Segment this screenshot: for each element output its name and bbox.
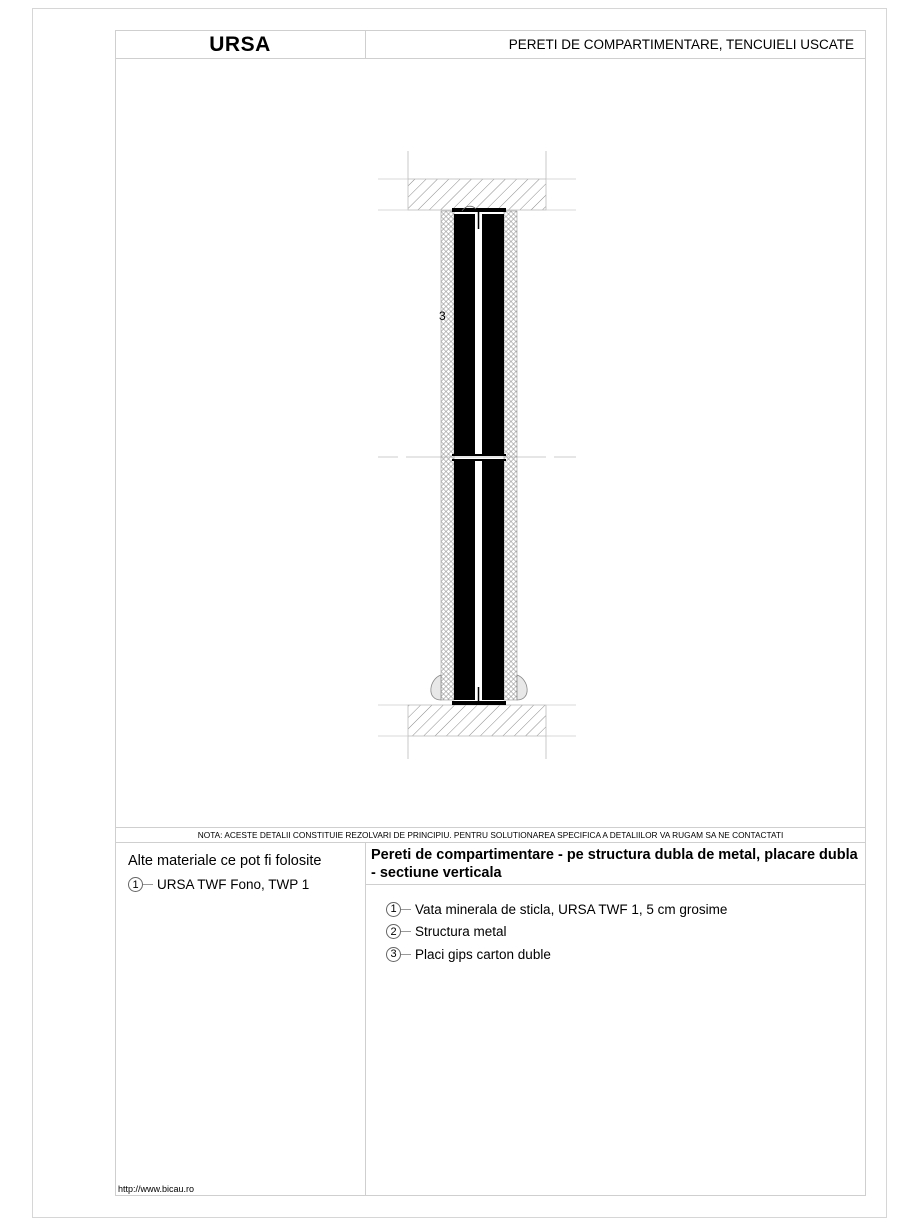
panel-title-divider [365,884,866,885]
source-url: http://www.bicau.ro [118,1184,195,1194]
document-title: PERETI DE COMPARTIMENTARE, TENCUIELI USCATE [508,37,854,52]
leader-line [401,909,411,910]
alternatives-item [128,877,309,892]
left-sealant [431,675,441,700]
disclaimer-note: NOTA: ACESTE DETALII CONSTITUIE REZOLVARI DE PRINCIPIU. PENTRU SOLUTIONAREA SPECIFICA A DETALIILOR VA RUGAM SA NE CONTACTATI [197,830,784,840]
legend-list [386,898,727,966]
leader-line [401,931,411,932]
bottom-column-divider [365,842,366,1196]
legend-number-badge: 3 [386,947,401,962]
panel-title: Pereti de compartimentare - pe structura dubla de metal, placare dubla - sectiune verticala [371,847,858,881]
section-drawing [116,59,865,827]
legend-item-label: Structura metal [415,924,507,940]
legend-item-label: Vata minerala de sticla, URSA TWF 1, 5 cm grosime [415,901,728,917]
right-sealant [517,675,527,700]
bottom-slab [378,705,576,759]
note-bottom-divider [115,842,866,843]
leader-line [401,954,411,955]
legend-item [386,921,727,944]
brand-logo: URSA [209,32,271,56]
legend-number-badge: 1 [386,902,401,917]
alternatives-item-label: URSA TWF Fono, TWP 1 [157,877,310,892]
wall-section-svg [116,59,865,827]
alternatives-title: Alte materiale ce pot fi folosite [128,853,322,869]
metal-structure [452,208,506,705]
top-slab [378,151,576,210]
callout-3-label: 3 [439,309,446,323]
legend-item [386,898,727,921]
legend-number-badge: 2 [386,924,401,939]
item-number-badge: 1 [128,877,143,892]
leader-line [143,884,153,885]
legend-item [386,943,727,966]
legend-item-label: Placi gips carton duble [415,946,551,962]
